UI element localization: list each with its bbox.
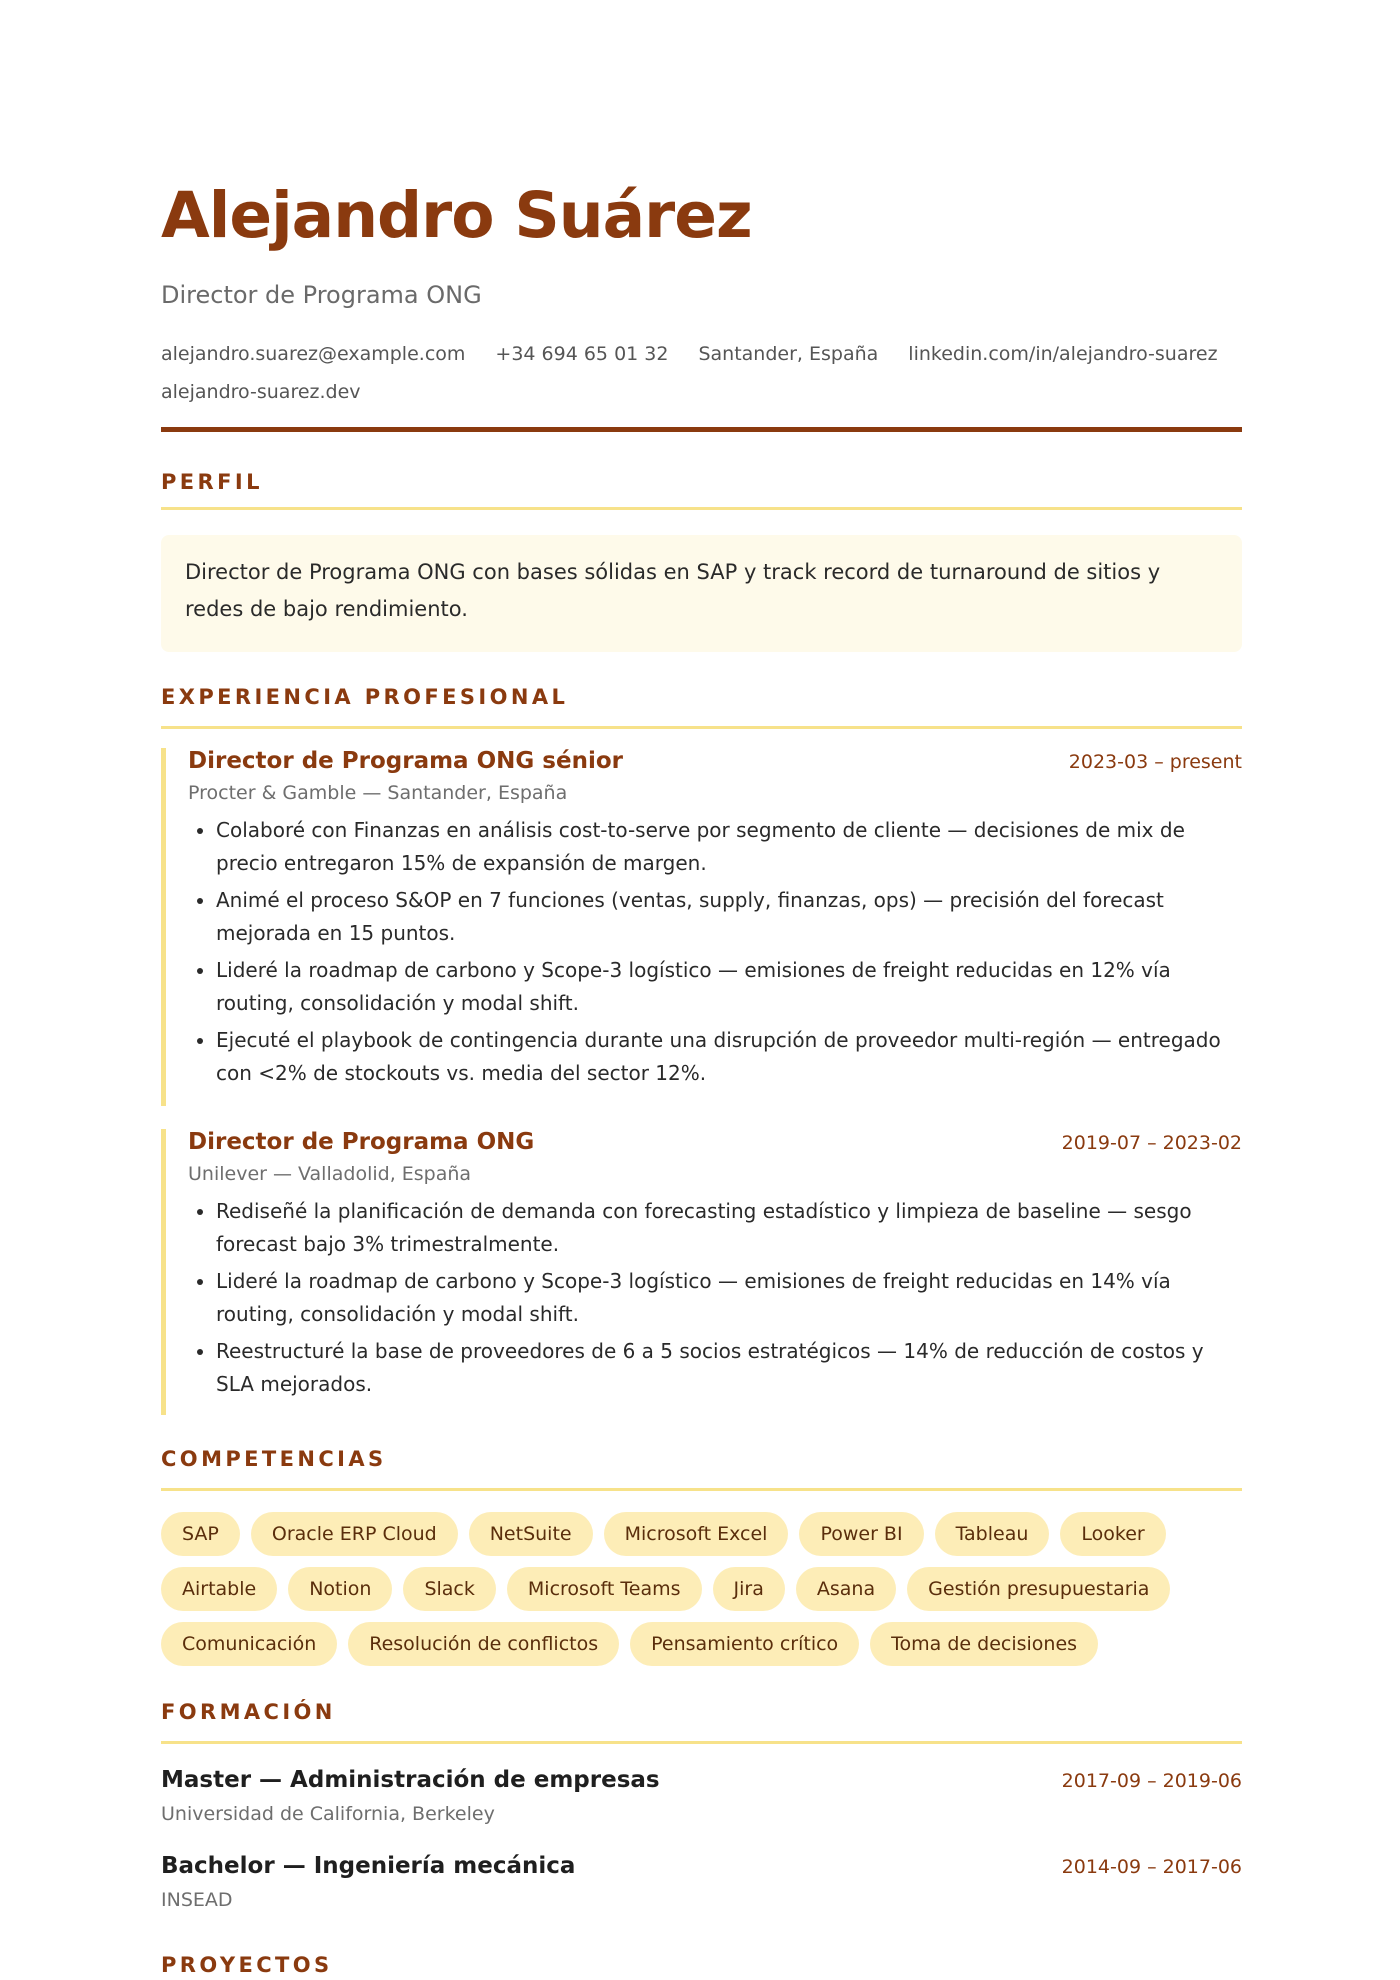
- contact-linkedin[interactable]: linkedin.com/in/alejandro-suarez: [908, 343, 1218, 365]
- achievement-item: • Animé el proceso S&OP en 7 funciones (ventas, supply, finanzas, ops) — precisión del forecast mejorada en 15 puntos.: [216, 884, 1242, 950]
- contact-website[interactable]: alejandro-suarez.dev: [161, 381, 361, 403]
- candidate-role: Director de Programa ONG: [161, 281, 482, 309]
- job-achievements: [188, 1195, 1242, 1401]
- skill-chip: Gestión presupuestaria: [907, 1567, 1170, 1611]
- skill-chip: Microsoft Excel: [604, 1512, 789, 1556]
- skill-chip: Toma de decisiones: [870, 1622, 1098, 1666]
- achievement-item: • Reestructuré la base de proveedores de 6 a 5 socios estratégicos — 14% de reducción de costos y SLA mejorados.: [216, 1335, 1242, 1401]
- job-entry: [161, 748, 1242, 1106]
- skill-chip: Looker: [1060, 1512, 1165, 1556]
- skill-chip: Microsoft Teams: [507, 1567, 702, 1611]
- skill-chip: Resolución de conflictos: [348, 1622, 619, 1666]
- skill-chip: NetSuite: [469, 1512, 593, 1556]
- skill-chip: Tableau: [935, 1512, 1050, 1556]
- skill-chip: Pensamiento crítico: [630, 1622, 859, 1666]
- section-rule-profile: [161, 507, 1242, 510]
- job-title: Director de Programa ONG sénior: [188, 748, 623, 774]
- job-entry: [161, 1129, 1242, 1415]
- achievement-item: • Colaboré con Finanzas en análisis cost-to-serve por segmento de cliente — decisiones de mix de precio entregaron 15% de expansión de margen.: [216, 814, 1242, 880]
- section-title-education: FORMACIÓN: [161, 1700, 336, 1724]
- education-school: INSEAD: [161, 1889, 233, 1911]
- skill-chip: Jira: [713, 1567, 785, 1611]
- skill-chip: Slack: [403, 1567, 495, 1611]
- section-title-projects: PROYECTOS: [161, 1953, 333, 1977]
- education-school: Universidad de California, Berkeley: [161, 1803, 495, 1825]
- job-dates: 2023-03 – present: [1068, 751, 1242, 773]
- skill-chip: Power BI: [799, 1512, 923, 1556]
- contact-info: [161, 335, 1242, 411]
- skill-chip: Oracle ERP Cloud: [251, 1512, 458, 1556]
- skill-chip: Comunicación: [161, 1622, 337, 1666]
- job-company: Procter & Gamble — Santander, España: [188, 782, 568, 804]
- education-entry: [161, 1853, 1242, 1911]
- job-dates: 2019-07 – 2023-02: [1061, 1132, 1242, 1154]
- skill-chip: Asana: [796, 1567, 896, 1611]
- section-rule-education: [161, 1741, 1242, 1744]
- job-achievements: [188, 814, 1242, 1090]
- education-entry: [161, 1767, 1242, 1825]
- section-title-profile: PERFIL: [161, 470, 263, 494]
- achievement-item: • Rediseñé la planificación de demanda con forecasting estadístico y limpieza de baseline — sesgo forecast bajo 3% trimestralmente.: [216, 1195, 1242, 1261]
- job-title: Director de Programa ONG: [188, 1129, 535, 1155]
- header-divider: [161, 427, 1242, 432]
- skill-chip: SAP: [161, 1512, 240, 1556]
- contact-email[interactable]: alejandro.suarez@example.com: [161, 343, 466, 365]
- education-degree: Bachelor — Ingeniería mecánica: [161, 1853, 576, 1879]
- skills-list: [161, 1512, 1242, 1666]
- section-rule-skills: [161, 1488, 1242, 1491]
- contact-location: Santander, España: [698, 343, 879, 365]
- candidate-name: Alejandro Suárez: [161, 179, 752, 252]
- education-dates: 2014-09 – 2017-06: [1061, 1856, 1242, 1878]
- skill-chip: Notion: [288, 1567, 392, 1611]
- education-dates: 2017-09 – 2019-06: [1061, 1770, 1242, 1792]
- achievement-item: • Ejecuté el playbook de contingencia durante una disrupción de proveedor multi-región — entregado con <2% de stockouts vs. media del sector 12%.: [216, 1024, 1242, 1090]
- achievement-item: • Lideré la roadmap de carbono y Scope-3 logístico — emisiones de freight reducidas en 14% vía routing, consolidación y modal shift.: [216, 1265, 1242, 1331]
- section-title-experience: EXPERIENCIA PROFESIONAL: [161, 685, 569, 709]
- profile-summary: Director de Programa ONG con bases sólidas en SAP y track record de turnaround de sitios y redes de bajo rendimiento.: [161, 535, 1242, 652]
- education-degree: Master — Administración de empresas: [161, 1767, 660, 1793]
- section-title-skills: COMPETENCIAS: [161, 1447, 387, 1471]
- contact-phone[interactable]: +34 694 65 01 32: [495, 343, 669, 365]
- job-company: Unilever — Valladolid, España: [188, 1163, 472, 1185]
- skill-chip: Airtable: [161, 1567, 277, 1611]
- section-rule-experience: [161, 726, 1242, 729]
- achievement-item: • Lideré la roadmap de carbono y Scope-3 logístico — emisiones de freight reducidas en 12% vía routing, consolidación y modal shift.: [216, 954, 1242, 1020]
